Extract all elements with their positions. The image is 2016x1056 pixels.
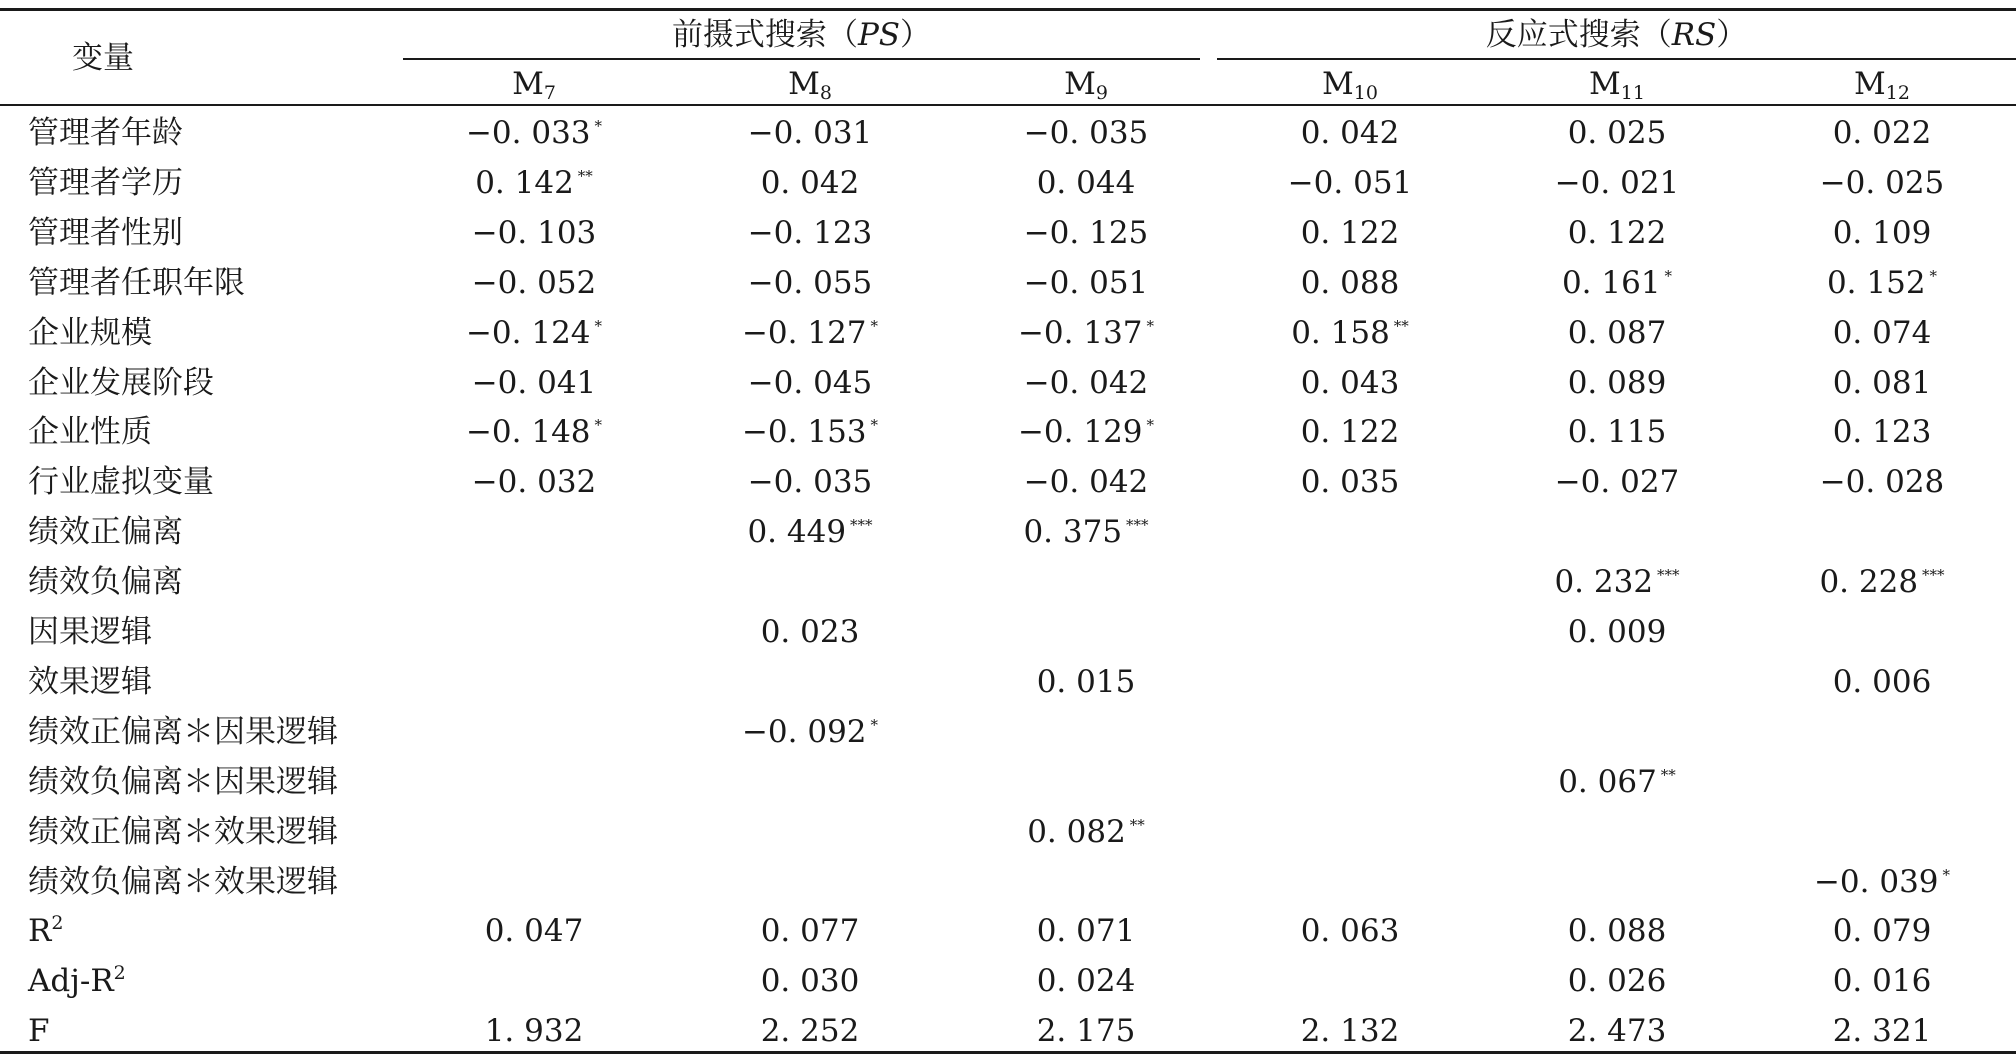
significance-stars: *: [1929, 267, 1938, 285]
cell-value: −0. 125: [1023, 215, 1149, 251]
table-cell: [1497, 213, 1737, 253]
row-label-text: 绩效负偏离: [28, 564, 183, 600]
bottom-rule: [0, 1051, 2016, 1054]
table-cell: [414, 1011, 654, 1051]
table-cell: [690, 363, 930, 403]
table-cell: [1230, 263, 1470, 303]
table-cell: [1762, 911, 2002, 951]
cell-value: 0. 122: [1567, 215, 1667, 251]
table-cell: [1497, 263, 1737, 308]
cell-value: 0. 074: [1832, 315, 1932, 351]
table-cell: [690, 462, 930, 502]
table-cell: [966, 662, 1206, 702]
cell-value: −0. 035: [747, 464, 873, 500]
table-cell: [1762, 562, 2002, 607]
cell-value: 0. 123: [1832, 414, 1932, 450]
cell-value: 0. 035: [1300, 464, 1400, 500]
row-label-superscript: 2: [113, 962, 126, 984]
cell-value: 0. 016: [1832, 963, 1932, 999]
row-label-text: 企业性质: [28, 414, 152, 450]
significance-stars: **: [1129, 816, 1145, 834]
cell-value: −0. 127: [741, 315, 867, 351]
cell-value: 0. 082: [1027, 814, 1126, 850]
cell-value: 0. 081: [1832, 365, 1932, 401]
cell-value: −0. 045: [747, 365, 873, 401]
table-cell: [1497, 562, 1737, 607]
cell-value: 0. 087: [1567, 315, 1667, 351]
top-rule: [0, 8, 2016, 11]
cell-value: −0. 032: [471, 464, 597, 500]
significance-stars: **: [1393, 317, 1409, 335]
row-label: [28, 911, 63, 955]
table-cell: [690, 961, 930, 1001]
table-cell: [690, 313, 930, 358]
model-header-m11: $M_{11}$: [1589, 66, 1645, 104]
row-label: [28, 762, 338, 802]
cell-value: 0. 025: [1567, 115, 1667, 151]
table-cell: [690, 512, 930, 557]
significance-stars: *: [870, 716, 879, 734]
cell-value: 0. 063: [1300, 913, 1400, 949]
cell-value: −0. 035: [1023, 115, 1149, 151]
table-cell: [690, 612, 930, 652]
cell-value: 0. 009: [1567, 614, 1667, 650]
table-cell: [414, 213, 654, 253]
model-header-m7: $M_7$: [512, 66, 556, 104]
table-cell: [1497, 163, 1737, 203]
group-abbr: RS: [1671, 17, 1717, 53]
table-cell: [1230, 911, 1470, 951]
row-label: [28, 612, 152, 652]
table-cell: [690, 113, 930, 153]
table-cell: [690, 412, 930, 457]
row-label: [28, 562, 183, 602]
cell-value: −0. 129: [1017, 414, 1143, 450]
cell-value: 1. 932: [484, 1013, 584, 1049]
cell-value: 0. 071: [1036, 913, 1136, 949]
table-cell: [966, 412, 1206, 457]
cell-value: 0. 067: [1558, 764, 1657, 800]
row-label-text: 企业发展阶段: [28, 365, 214, 401]
cell-value: −0. 028: [1819, 464, 1945, 500]
cell-value: 0. 006: [1832, 664, 1932, 700]
cell-value: 0. 158: [1291, 315, 1390, 351]
table-cell: [1497, 961, 1737, 1001]
table-cell: [966, 113, 1206, 153]
cell-value: −0. 031: [747, 115, 873, 151]
table-cell: [690, 1011, 930, 1051]
cell-value: −0. 092: [741, 714, 867, 750]
cell-value: 0. 026: [1567, 963, 1667, 999]
row-label-text: 管理者任职年限: [28, 265, 245, 301]
table-cell: [966, 961, 1206, 1001]
row-label: [28, 1011, 50, 1051]
row-label-text: 绩效正偏离: [28, 514, 183, 550]
table-cell: [1230, 1011, 1470, 1051]
row-label: [28, 263, 245, 303]
cell-value: 2. 252: [760, 1013, 860, 1049]
cell-value: 0. 030: [760, 963, 860, 999]
row-label-text: 管理者年龄: [28, 115, 183, 151]
table-cell: [966, 313, 1206, 358]
table-cell: [414, 163, 654, 208]
table-cell: [1497, 313, 1737, 353]
cell-value: −0. 148: [465, 414, 591, 450]
cell-value: −0. 042: [1023, 464, 1149, 500]
cell-value: −0. 027: [1554, 464, 1680, 500]
significance-stars: *: [594, 117, 603, 135]
group-rule-rs: [1217, 58, 2016, 60]
row-label-text: 企业规模: [28, 315, 152, 351]
row-label: [28, 412, 152, 452]
cell-value: 0. 024: [1036, 963, 1136, 999]
group-label: 反应式搜索: [1485, 17, 1641, 53]
cell-value: 0. 015: [1036, 664, 1136, 700]
row-label: [28, 512, 183, 552]
table-cell: [1230, 363, 1470, 403]
cell-value: −0. 103: [471, 215, 597, 251]
model-header-m12: $M_{12}$: [1854, 66, 1910, 104]
cell-value: 0. 449: [747, 514, 847, 550]
cell-value: −0. 033: [465, 115, 591, 151]
table-cell: [414, 313, 654, 358]
cell-value: 0. 022: [1832, 115, 1932, 151]
table-cell: [1762, 462, 2002, 502]
significance-stars: *: [1664, 267, 1673, 285]
cell-value: 0. 152: [1826, 265, 1926, 301]
cell-value: 0. 042: [1300, 115, 1400, 151]
row-label: [28, 961, 126, 1005]
row-label-text: Adj-R: [28, 963, 114, 999]
row-label: [28, 213, 183, 253]
table-cell: [1762, 961, 2002, 1001]
row-label-text: 管理者性别: [28, 215, 183, 251]
table-cell: [414, 911, 654, 951]
row-label-text: 绩效正偏离＊效果逻辑: [28, 814, 338, 850]
group-abbr: PS: [857, 17, 901, 53]
cell-value: −0. 041: [471, 365, 597, 401]
cell-value: 0. 088: [1300, 265, 1400, 301]
cell-value: −0. 021: [1554, 165, 1680, 201]
significance-stars: ***: [1657, 566, 1680, 584]
row-label: [28, 363, 214, 403]
table-cell: [1762, 163, 2002, 203]
cell-value: 0. 043: [1300, 365, 1400, 401]
model-header-m8: $M_8$: [788, 66, 832, 104]
table-cell: [1230, 412, 1470, 452]
table-cell: [1762, 263, 2002, 308]
significance-stars: ***: [1922, 566, 1945, 584]
cell-value: 0. 023: [760, 614, 860, 650]
cell-value: 0. 375: [1023, 514, 1123, 550]
row-label: [28, 113, 183, 153]
cell-value: −0. 123: [747, 215, 873, 251]
table-cell: [1762, 862, 2002, 907]
row-label: [28, 862, 338, 902]
significance-stars: *: [1146, 416, 1155, 434]
table-cell: [1497, 612, 1737, 652]
row-label: [28, 462, 214, 502]
cell-value: 0. 142: [475, 165, 574, 201]
table-cell: [966, 1011, 1206, 1051]
model-header-m9: $M_9$: [1064, 66, 1108, 104]
significance-stars: *: [1146, 317, 1155, 335]
significance-stars: *: [1942, 866, 1951, 884]
table-cell: [966, 263, 1206, 303]
cell-value: −0. 052: [471, 265, 597, 301]
table-cell: [1497, 412, 1737, 452]
cell-value: −0. 051: [1023, 265, 1149, 301]
table-cell: [1497, 363, 1737, 403]
cell-value: −0. 025: [1819, 165, 1945, 201]
table-cell: [966, 512, 1206, 557]
table-cell: [690, 163, 930, 203]
cell-value: −0. 039: [1813, 864, 1939, 900]
table-cell: [1497, 762, 1737, 807]
cell-value: −0. 055: [747, 265, 873, 301]
table-cell: [1762, 1011, 2002, 1051]
table-cell: [690, 263, 930, 303]
table-cell: [1230, 163, 1470, 203]
row-label-text: 效果逻辑: [28, 664, 152, 700]
table-cell: [966, 163, 1206, 203]
cell-value: 0. 161: [1561, 265, 1661, 301]
cell-value: 0. 228: [1819, 564, 1919, 600]
cell-value: −0. 137: [1017, 315, 1143, 351]
table-cell: [1230, 313, 1470, 358]
row-label: [28, 812, 338, 852]
significance-stars: *: [594, 317, 603, 335]
cell-value: −0. 124: [465, 315, 591, 351]
cell-value: 0. 232: [1554, 564, 1654, 600]
row-label-text: F: [28, 1013, 50, 1049]
table-cell: [1497, 1011, 1737, 1051]
group-label: 前摄式搜索: [671, 17, 827, 53]
row-label-text: R: [28, 913, 52, 949]
table-cell: [966, 812, 1206, 857]
table-cell: [966, 363, 1206, 403]
table-cell: [414, 263, 654, 303]
corner-label: 变量: [72, 40, 134, 76]
row-label: [28, 712, 338, 752]
cell-value: 0. 115: [1567, 414, 1667, 450]
cell-value: 0. 044: [1036, 165, 1136, 201]
table-cell: [1762, 113, 2002, 153]
table-cell: [414, 363, 654, 403]
table-cell: [1230, 213, 1470, 253]
significance-stars: *: [870, 416, 879, 434]
table-cell: [966, 911, 1206, 951]
table-cell: [1762, 213, 2002, 253]
table-cell: [1497, 462, 1737, 502]
significance-stars: ***: [1126, 516, 1149, 534]
table-cell: [1762, 662, 2002, 702]
table-cell: [414, 113, 654, 158]
table-cell: [1762, 313, 2002, 353]
row-label-text: 因果逻辑: [28, 614, 152, 650]
significance-stars: *: [870, 317, 879, 335]
cell-value: 2. 132: [1300, 1013, 1400, 1049]
table-cell: [690, 213, 930, 253]
table-cell: [966, 213, 1206, 253]
cell-value: 0. 077: [760, 913, 860, 949]
row-label-text: 绩效负偏离＊因果逻辑: [28, 764, 338, 800]
cell-value: 0. 122: [1300, 414, 1400, 450]
significance-stars: **: [1660, 766, 1676, 784]
group-header-rs: 反应式搜索（RS）: [1485, 17, 1748, 53]
row-label-superscript: 2: [51, 912, 64, 934]
table-cell: [1230, 113, 1470, 153]
cell-value: −0. 051: [1287, 165, 1413, 201]
row-label-text: 行业虚拟变量: [28, 464, 214, 500]
cell-value: 0. 042: [760, 165, 860, 201]
table-cell: [1497, 113, 1737, 153]
cell-value: 2. 321: [1832, 1013, 1932, 1049]
cell-value: 0. 088: [1567, 913, 1667, 949]
table-cell: [414, 412, 654, 457]
table-cell: [690, 911, 930, 951]
cell-value: 0. 122: [1300, 215, 1400, 251]
table-cell: [414, 462, 654, 502]
significance-stars: ***: [850, 516, 873, 534]
table-cell: [1230, 462, 1470, 502]
table-cell: [1762, 412, 2002, 452]
table-cell: [690, 712, 930, 757]
row-label-text: 绩效负偏离＊效果逻辑: [28, 864, 338, 900]
significance-stars: *: [594, 416, 603, 434]
row-label: [28, 313, 152, 353]
row-label-text: 管理者学历: [28, 165, 183, 201]
cell-value: −0. 042: [1023, 365, 1149, 401]
table-cell: [1497, 911, 1737, 951]
group-rule-ps: [403, 58, 1200, 60]
row-label: [28, 662, 152, 702]
significance-stars: **: [577, 167, 593, 185]
cell-value: 2. 473: [1567, 1013, 1667, 1049]
row-label: [28, 163, 183, 203]
cell-value: 0. 079: [1832, 913, 1932, 949]
table-cell: [1762, 363, 2002, 403]
group-header-ps: 前摄式搜索（PS）: [671, 17, 932, 53]
table-cell: [966, 462, 1206, 502]
row-label-text: 绩效正偏离＊因果逻辑: [28, 714, 338, 750]
model-header-m10: $M_{10}$: [1322, 66, 1378, 104]
cell-value: 2. 175: [1036, 1013, 1136, 1049]
cell-value: 0. 047: [484, 913, 584, 949]
cell-value: 0. 089: [1567, 365, 1667, 401]
cell-value: −0. 153: [741, 414, 867, 450]
cell-value: 0. 109: [1832, 215, 1932, 251]
